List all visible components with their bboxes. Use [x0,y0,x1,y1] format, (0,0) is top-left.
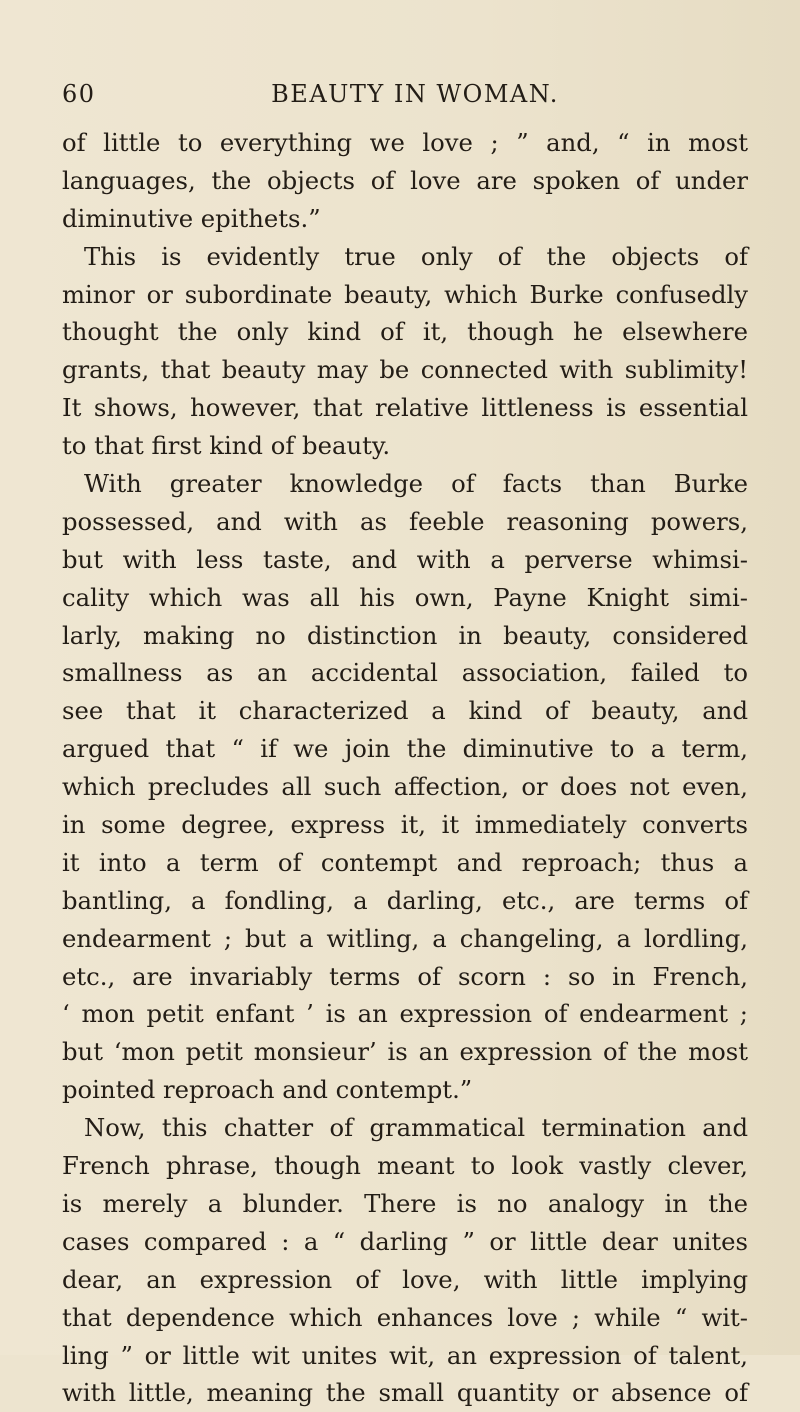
text-line: endearment ; but a witling, a changeling, a lordling, [62,923,748,953]
paragraph-start-line: Now, this chatter of grammatical termination and [84,1113,748,1143]
paragraph-start-line: This is evidently true only of the objects of [84,241,748,271]
text-line: dear, an expression of love, with little implying [62,1264,748,1294]
text-line: ling ” or little wit unites wit, an expression of talent, [62,1340,748,1370]
text-line: to that first kind of beauty. [62,431,391,461]
text-line: minor or subordinate beauty, which Burke confusedly [62,279,748,309]
paragraph-start-line: With greater knowledge of facts than Burke [84,469,748,499]
text-line: pointed reproach and contempt.” [62,1075,473,1105]
text-line: which precludes all such affection, or does not even, [62,772,748,802]
text-line: is merely a blunder. There is no analogy in the [62,1188,748,1218]
text-line: smallness as an accidental association, failed to [62,658,748,688]
text-line: languages, the objects of love are spoken of under [62,165,748,195]
text-line: ‘ mon petit enfant ’ is an expression of endearment ; [62,999,748,1029]
text-line: but with less taste, and with a perverse whimsi- [62,544,748,574]
text-line: argued that “ if we join the diminutive to a term, [62,734,748,764]
text-line: of little to everything we love ; ” and, “ in most [62,128,748,157]
text-line: but ‘mon petit monsieur’ is an expression of the most [62,1037,748,1067]
text-line: diminutive epithets.” [62,203,321,233]
text-line: that dependence which enhances love ; while “ wit- [62,1302,748,1332]
text-line: It shows, however, that relative littleness is essential [62,393,748,423]
text-line: see that it characterized a kind of beauty, and [62,696,748,726]
running-head [62,80,748,110]
text-line: possessed, and with as feeble reasoning powers, [62,506,748,536]
text-line: it into a term of contempt and reproach; thus a [62,847,748,877]
text-line: larly, making no distinction in beauty, considered [62,620,748,650]
text-line: with little, meaning the small quantity or absence of [62,1378,748,1408]
text-line: cases compared : a “ darling ” or little dear unites [62,1226,748,1256]
text-line: cality which was all his own, Payne Knight simi- [62,582,748,612]
text-line: in some degree, express it, it immediately converts [62,810,748,840]
text-line: bantling, a fondling, a darling, etc., are terms of [62,885,748,915]
running-title: BEAUTY IN WOMAN. [271,80,559,108]
text-line: thought the only kind of it, though he elsewhere [62,317,748,347]
body-text [62,124,748,1412]
text-line: grants, that beauty may be connected with sublimity! [62,355,748,385]
text-line: French phrase, though meant to look vastly clever, [62,1151,748,1181]
text-line: etc., are invariably terms of scorn : so in French, [62,961,748,991]
page-number: 60 [62,80,96,108]
